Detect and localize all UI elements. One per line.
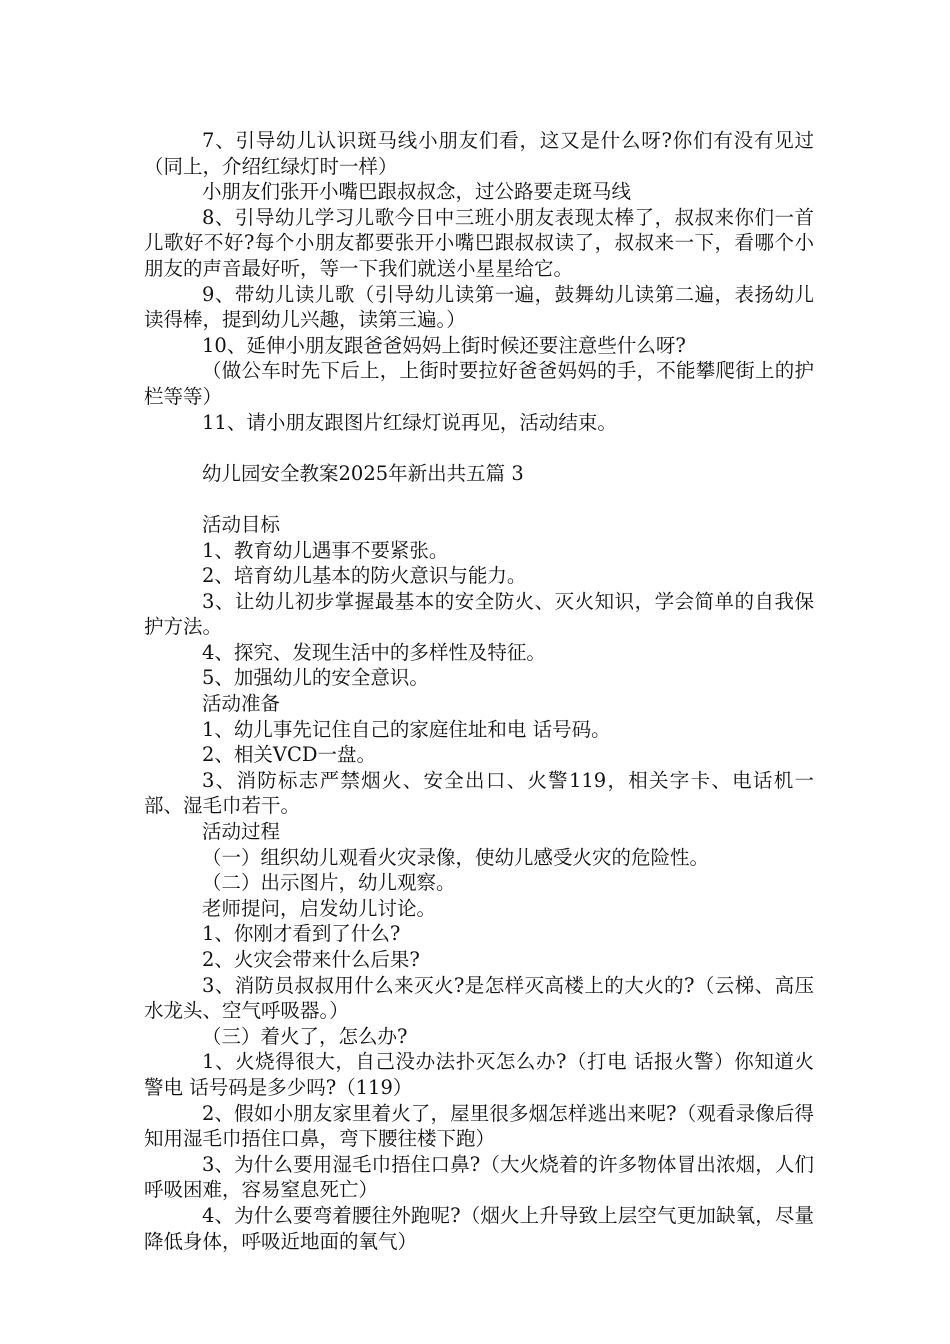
process-item: 2、火灾会带来什么后果? [202, 948, 420, 971]
process-item: 4、为什么要弯着腰往外跑呢?（烟火上升导致上层空气更加缺氧，尽量降低身体，呼吸近地面的氧气） [144, 1203, 814, 1253]
paragraph-step-11: 11、请小朋友跟图片红绿灯说再见，活动结束。 [202, 410, 617, 434]
process-item: 2、假如小朋友家里着火了，屋里很多烟怎样逃出来呢?（观看录像后得知用湿毛巾捂住口鼻，弯下腰往楼下跑） [144, 1101, 814, 1151]
goal-item: 3、让幼儿初步掌握最基本的安全防火、灭火知识，学会简单的自我保护方法。 [144, 589, 814, 639]
process-item: 老师提问，启发幼儿讨论。 [202, 896, 437, 920]
goal-item: 1、教育幼儿遇事不要紧张。 [202, 538, 449, 562]
preparation-item: 2、相关VCD一盘。 [202, 743, 377, 767]
heading-goals: 活动目标 [202, 512, 281, 536]
goal-item: 4、探究、发现生活中的多样性及特征。 [202, 640, 546, 664]
document-page [144, 128, 814, 1254]
spacer [144, 486, 814, 512]
paragraph-step-9: 9、带幼儿读儿歌（引导幼儿读第一遍，鼓舞幼儿读第二遍，表扬幼儿读得棒，提到幼儿兴趣，读第三遍。） [144, 282, 814, 332]
goal-item: 5、加强幼儿的安全意识。 [202, 666, 429, 690]
process-item: （二）出示图片，幼儿观察。 [202, 871, 456, 895]
process-item: （一）组织幼儿观看火灾录像，使幼儿感受火灾的危险性。 [202, 845, 710, 869]
heading-process: 活动过程 [202, 820, 281, 844]
heading-preparation: 活动准备 [202, 692, 281, 716]
spacer [144, 435, 814, 461]
paragraph-step-8: 8、引导幼儿学习儿歌今日中三班小朋友表现太棒了，叔叔来你们一首儿歌好不好?每个小朋友都要张开小嘴巴跟叔叔读了，叔叔来一下，看哪个小朋友的声音最好听，等一下我们就送小星星给它。 [144, 205, 814, 280]
process-item: 1、你刚才看到了什么? [202, 922, 401, 946]
process-item: 3、消防员叔叔用什么来灭火?是怎样灭高楼上的大火的?（云梯、高压水龙头、空气呼吸器。） [144, 973, 814, 1023]
process-item: 3、为什么要用湿毛巾捂住口鼻?（大火烧着的许多物体冒出浓烟，人们呼吸困难，容易窒息死亡） [144, 1152, 814, 1202]
process-item: （三）着火了，怎么办? [202, 1024, 408, 1048]
goal-item: 2、培育幼儿基本的防火意识与能力。 [202, 564, 527, 588]
process-item: 1、火烧得很大，自己没办法扑灭怎么办?（打电 话报火警）你知道火警电 话号码是多少吗?（119） [144, 1050, 814, 1099]
paragraph-step-7: 7、引导幼儿认识斑马线小朋友们看，这又是什么呀?你们有没有见过（同上，介绍红绿灯时一样） [144, 129, 814, 178]
paragraph-step-10: 10、延伸小朋友跟爸爸妈妈上街时候还要注意些什么呀? [202, 333, 686, 357]
preparation-item: 3、消防标志严禁烟火、安全出口、火警119，相关字卡、电话机一部、湿毛巾若干。 [144, 768, 814, 818]
preparation-item: 1、幼儿事先记住自己的家庭住址和电 话号码。 [202, 717, 611, 741]
paragraph-step-10-note: （做公车时先下后上，上街时要拉好爸爸妈妈的手，不能攀爬街上的护栏等等） [144, 359, 814, 408]
paragraph-chant: 小朋友们张开小嘴巴跟叔叔念，过公路要走斑马线 [202, 180, 632, 204]
section-title: 幼儿园安全教案2025年新出共五篇 3 [202, 461, 524, 485]
